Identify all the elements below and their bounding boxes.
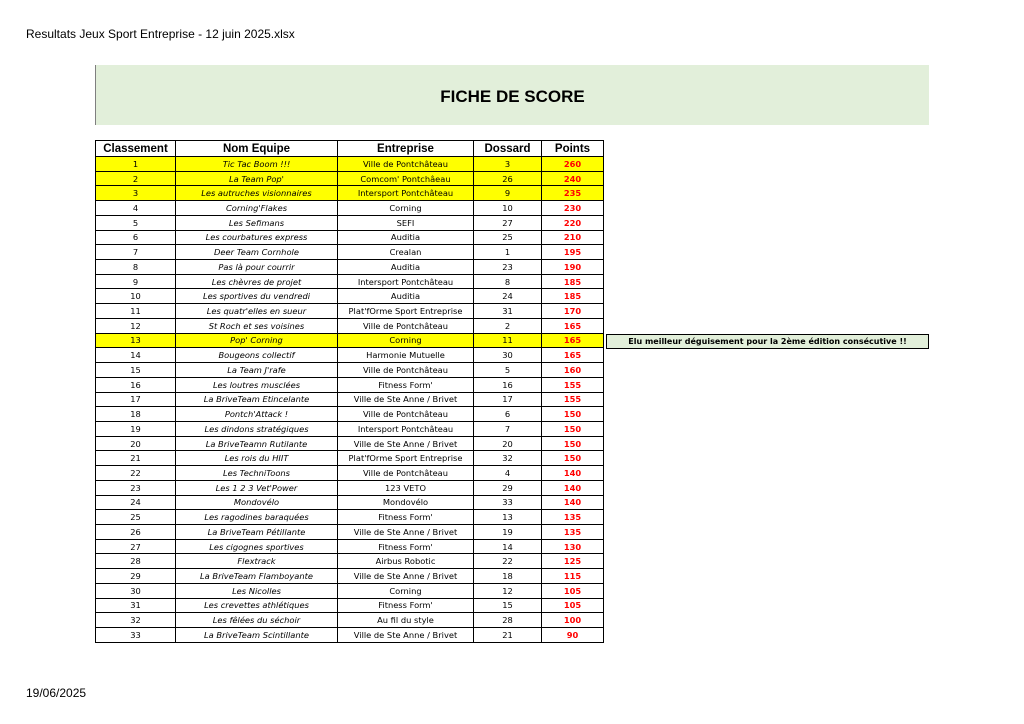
column-header-team: Nom Equipe xyxy=(176,141,338,157)
table-row xyxy=(96,436,604,451)
company-cell: Ville de Ste Anne / Brivet xyxy=(338,628,474,643)
bib-cell: 13 xyxy=(474,510,542,525)
company-cell: Au fil du style xyxy=(338,613,474,628)
rank-cell: 25 xyxy=(96,510,176,525)
points-cell: 170 xyxy=(542,304,604,319)
points-cell: 185 xyxy=(542,289,604,304)
points-cell: 135 xyxy=(542,524,604,539)
rank-cell: 24 xyxy=(96,495,176,510)
team-cell: Flextrack xyxy=(176,554,338,569)
points-cell: 165 xyxy=(542,333,604,348)
points-cell: 260 xyxy=(542,157,604,172)
rank-cell: 31 xyxy=(96,598,176,613)
table-row xyxy=(96,201,604,216)
score-banner xyxy=(95,65,929,125)
table-row xyxy=(96,274,604,289)
table-row xyxy=(96,407,604,422)
points-cell: 210 xyxy=(542,230,604,245)
company-cell: SEFI xyxy=(338,215,474,230)
table-row xyxy=(96,510,604,525)
footer-date: 19/06/2025 xyxy=(26,686,87,700)
points-cell: 105 xyxy=(542,598,604,613)
bib-cell: 7 xyxy=(474,421,542,436)
bib-cell: 24 xyxy=(474,289,542,304)
rank-cell: 33 xyxy=(96,628,176,643)
team-cell: Les fêlées du séchoir xyxy=(176,613,338,628)
document-title: Resultats Jeux Sport Entreprise - 12 juin 2025.xlsx xyxy=(26,27,295,41)
points-cell: 140 xyxy=(542,480,604,495)
points-cell: 240 xyxy=(542,171,604,186)
team-cell: Pontch'Attack ! xyxy=(176,407,338,422)
bib-cell: 21 xyxy=(474,628,542,643)
points-cell: 100 xyxy=(542,613,604,628)
points-cell: 235 xyxy=(542,186,604,201)
bib-cell: 1 xyxy=(474,245,542,260)
table-row xyxy=(96,348,604,363)
bib-cell: 6 xyxy=(474,407,542,422)
rank-cell: 28 xyxy=(96,554,176,569)
team-cell: Les courbatures express xyxy=(176,230,338,245)
points-cell: 115 xyxy=(542,569,604,584)
rank-cell: 23 xyxy=(96,480,176,495)
team-cell: La Team Pop' xyxy=(176,171,338,186)
table-row xyxy=(96,539,604,554)
team-cell: Les cigognes sportives xyxy=(176,539,338,554)
rank-cell: 14 xyxy=(96,348,176,363)
team-cell: Bougeons collectif xyxy=(176,348,338,363)
company-cell: Fitness Form' xyxy=(338,510,474,525)
points-cell: 150 xyxy=(542,451,604,466)
team-cell: Les TechniToons xyxy=(176,466,338,481)
rank-cell: 3 xyxy=(96,186,176,201)
table-row xyxy=(96,304,604,319)
best-costume-note: Elu meilleur déguisement pour la 2ème édition consécutive !! xyxy=(606,334,929,349)
table-row xyxy=(96,377,604,392)
team-cell: Les dindons stratégiques xyxy=(176,421,338,436)
bib-cell: 5 xyxy=(474,363,542,378)
table-row xyxy=(96,363,604,378)
company-cell: Ville de Pontchâteau xyxy=(338,157,474,172)
team-cell: La BriveTeam Pétillante xyxy=(176,524,338,539)
points-cell: 90 xyxy=(542,628,604,643)
points-cell: 135 xyxy=(542,510,604,525)
points-cell: 140 xyxy=(542,495,604,510)
bib-cell: 16 xyxy=(474,377,542,392)
table-row xyxy=(96,215,604,230)
table-row xyxy=(96,171,604,186)
points-cell: 165 xyxy=(542,348,604,363)
points-cell: 230 xyxy=(542,201,604,216)
bib-cell: 4 xyxy=(474,466,542,481)
points-cell: 220 xyxy=(542,215,604,230)
team-cell: Les rois du HIIT xyxy=(176,451,338,466)
company-cell: Ville de Pontchâteau xyxy=(338,407,474,422)
rank-cell: 5 xyxy=(96,215,176,230)
company-cell: Mondovélo xyxy=(338,495,474,510)
bib-cell: 8 xyxy=(474,274,542,289)
table-row xyxy=(96,554,604,569)
team-cell: Les chèvres de projet xyxy=(176,274,338,289)
bib-cell: 10 xyxy=(474,201,542,216)
bib-cell: 22 xyxy=(474,554,542,569)
rank-cell: 10 xyxy=(96,289,176,304)
table-row xyxy=(96,318,604,333)
company-cell: Airbus Robotic xyxy=(338,554,474,569)
points-cell: 130 xyxy=(542,539,604,554)
rank-cell: 13 xyxy=(96,333,176,348)
table-row xyxy=(96,569,604,584)
company-cell: Corning xyxy=(338,201,474,216)
company-cell: Auditia xyxy=(338,289,474,304)
points-cell: 165 xyxy=(542,318,604,333)
bib-cell: 25 xyxy=(474,230,542,245)
table-row xyxy=(96,333,604,348)
points-cell: 150 xyxy=(542,436,604,451)
bib-cell: 19 xyxy=(474,524,542,539)
rank-cell: 29 xyxy=(96,569,176,584)
team-cell: Les autruches visionnaires xyxy=(176,186,338,201)
table-row xyxy=(96,613,604,628)
team-cell: Les crevettes athlétiques xyxy=(176,598,338,613)
company-cell: Plat'fOrme Sport Entreprise xyxy=(338,304,474,319)
company-cell: 123 VETO xyxy=(338,480,474,495)
company-cell: Fitness Form' xyxy=(338,539,474,554)
company-cell: Intersport Pontchâteau xyxy=(338,186,474,201)
company-cell: Ville de Pontchâteau xyxy=(338,318,474,333)
table-row xyxy=(96,392,604,407)
column-header-points: Points xyxy=(542,141,604,157)
table-row xyxy=(96,421,604,436)
company-cell: Ville de Pontchâteau xyxy=(338,363,474,378)
company-cell: Fitness Form' xyxy=(338,598,474,613)
table-row xyxy=(96,260,604,275)
team-cell: La BriveTeamn Rutilante xyxy=(176,436,338,451)
bib-cell: 3 xyxy=(474,157,542,172)
rank-cell: 6 xyxy=(96,230,176,245)
points-cell: 155 xyxy=(542,377,604,392)
bib-cell: 14 xyxy=(474,539,542,554)
score-table-body xyxy=(96,157,604,643)
points-cell: 105 xyxy=(542,583,604,598)
company-cell: Fitness Form' xyxy=(338,377,474,392)
team-cell: Pas là pour courrir xyxy=(176,260,338,275)
table-row xyxy=(96,186,604,201)
team-cell: La BriveTeam Etincelante xyxy=(176,392,338,407)
column-header-bib: Dossard xyxy=(474,141,542,157)
points-cell: 155 xyxy=(542,392,604,407)
rank-cell: 30 xyxy=(96,583,176,598)
table-row xyxy=(96,495,604,510)
company-cell: Plat'fOrme Sport Entreprise xyxy=(338,451,474,466)
rank-cell: 20 xyxy=(96,436,176,451)
bib-cell: 32 xyxy=(474,451,542,466)
points-cell: 185 xyxy=(542,274,604,289)
rank-cell: 22 xyxy=(96,466,176,481)
table-row xyxy=(96,451,604,466)
team-cell: Les loutres musclées xyxy=(176,377,338,392)
rank-cell: 2 xyxy=(96,171,176,186)
rank-cell: 18 xyxy=(96,407,176,422)
table-row xyxy=(96,466,604,481)
table-row xyxy=(96,583,604,598)
table-row xyxy=(96,230,604,245)
team-cell: Les Nicolles xyxy=(176,583,338,598)
company-cell: Auditia xyxy=(338,230,474,245)
team-cell: La BriveTeam Flamboyante xyxy=(176,569,338,584)
column-header-company: Entreprise xyxy=(338,141,474,157)
company-cell: Ville de Pontchâteau xyxy=(338,466,474,481)
team-cell: Les 1 2 3 Vet'Power xyxy=(176,480,338,495)
company-cell: Auditia xyxy=(338,260,474,275)
team-cell: Tic Tac Boom !!! xyxy=(176,157,338,172)
table-row xyxy=(96,598,604,613)
company-cell: Intersport Pontchâteau xyxy=(338,421,474,436)
rank-cell: 17 xyxy=(96,392,176,407)
bib-cell: 12 xyxy=(474,583,542,598)
bib-cell: 2 xyxy=(474,318,542,333)
rank-cell: 19 xyxy=(96,421,176,436)
company-cell: Ville de Ste Anne / Brivet xyxy=(338,392,474,407)
team-cell: Les sportives du vendredi xyxy=(176,289,338,304)
rank-cell: 4 xyxy=(96,201,176,216)
team-cell: Pop' Corning xyxy=(176,333,338,348)
bib-cell: 17 xyxy=(474,392,542,407)
bib-cell: 9 xyxy=(474,186,542,201)
team-cell: Les Sefimans xyxy=(176,215,338,230)
points-cell: 190 xyxy=(542,260,604,275)
company-cell: Ville de Ste Anne / Brivet xyxy=(338,569,474,584)
bib-cell: 26 xyxy=(474,171,542,186)
rank-cell: 21 xyxy=(96,451,176,466)
team-cell: Les ragodines baraquées xyxy=(176,510,338,525)
company-cell: Ville de Ste Anne / Brivet xyxy=(338,436,474,451)
points-cell: 140 xyxy=(542,466,604,481)
bib-cell: 28 xyxy=(474,613,542,628)
rank-cell: 15 xyxy=(96,363,176,378)
table-row xyxy=(96,157,604,172)
rank-cell: 27 xyxy=(96,539,176,554)
company-cell: Corning xyxy=(338,583,474,598)
bib-cell: 11 xyxy=(474,333,542,348)
table-row xyxy=(96,245,604,260)
column-header-rank: Classement xyxy=(96,141,176,157)
points-cell: 195 xyxy=(542,245,604,260)
bib-cell: 33 xyxy=(474,495,542,510)
rank-cell: 8 xyxy=(96,260,176,275)
company-cell: Comcom' Pontchâeau xyxy=(338,171,474,186)
table-row xyxy=(96,480,604,495)
team-cell: La BriveTeam Scintillante xyxy=(176,628,338,643)
rank-cell: 32 xyxy=(96,613,176,628)
team-cell: Deer Team Cornhole xyxy=(176,245,338,260)
table-row xyxy=(96,289,604,304)
bib-cell: 23 xyxy=(474,260,542,275)
rank-cell: 9 xyxy=(96,274,176,289)
team-cell: Corning'Flakes xyxy=(176,201,338,216)
banner-title: FICHE DE SCORE xyxy=(440,87,585,106)
company-cell: Corning xyxy=(338,333,474,348)
team-cell: St Roch et ses voisines xyxy=(176,318,338,333)
company-cell: Ville de Ste Anne / Brivet xyxy=(338,524,474,539)
points-cell: 125 xyxy=(542,554,604,569)
rank-cell: 12 xyxy=(96,318,176,333)
rank-cell: 16 xyxy=(96,377,176,392)
company-cell: Intersport Pontchâteau xyxy=(338,274,474,289)
company-cell: Crealan xyxy=(338,245,474,260)
points-cell: 160 xyxy=(542,363,604,378)
table-row xyxy=(96,524,604,539)
points-cell: 150 xyxy=(542,421,604,436)
rank-cell: 11 xyxy=(96,304,176,319)
rank-cell: 7 xyxy=(96,245,176,260)
bib-cell: 20 xyxy=(474,436,542,451)
team-cell: Les quatr'elles en sueur xyxy=(176,304,338,319)
bib-cell: 27 xyxy=(474,215,542,230)
bib-cell: 31 xyxy=(474,304,542,319)
rank-cell: 26 xyxy=(96,524,176,539)
table-row xyxy=(96,628,604,643)
bib-cell: 18 xyxy=(474,569,542,584)
bib-cell: 29 xyxy=(474,480,542,495)
rank-cell: 1 xyxy=(96,157,176,172)
score-table xyxy=(95,140,604,643)
table-header-row xyxy=(96,141,604,157)
bib-cell: 15 xyxy=(474,598,542,613)
bib-cell: 30 xyxy=(474,348,542,363)
points-cell: 150 xyxy=(542,407,604,422)
team-cell: La Team J'rafe xyxy=(176,363,338,378)
company-cell: Harmonie Mutuelle xyxy=(338,348,474,363)
team-cell: Mondovélo xyxy=(176,495,338,510)
